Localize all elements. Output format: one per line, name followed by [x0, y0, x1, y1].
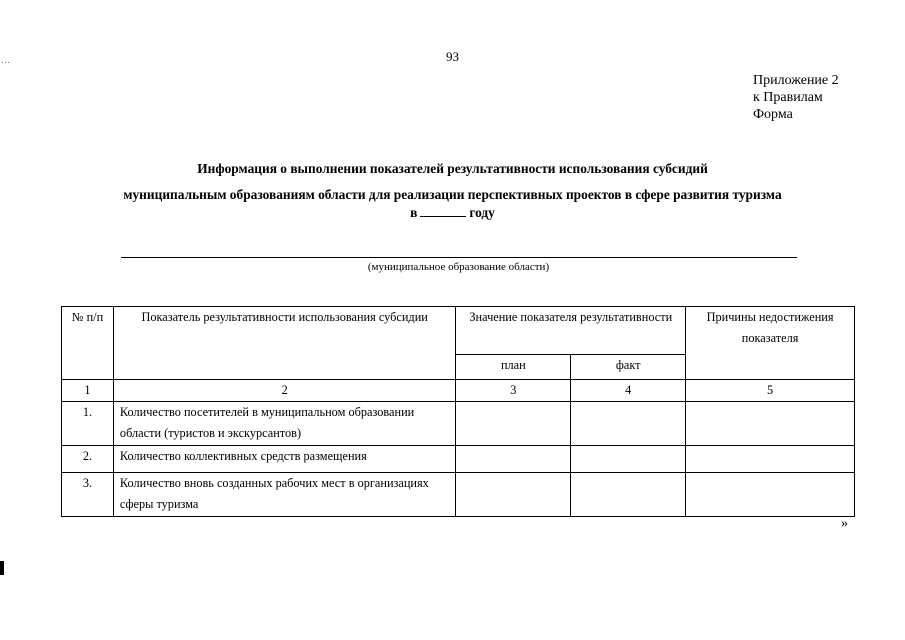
column-number-2: 2 — [113, 380, 456, 402]
row-plan-cell — [456, 402, 571, 446]
row-plan-cell — [456, 473, 571, 517]
column-number-4: 4 — [571, 380, 686, 402]
row-reason-cell — [686, 402, 855, 446]
row-reason-cell — [686, 446, 855, 473]
row-fact-cell — [571, 402, 686, 446]
header-number: № п/п — [62, 307, 114, 380]
appendix-line-2: к Правилам — [753, 90, 823, 105]
header-fact: факт — [571, 355, 686, 380]
year-blank-field — [420, 204, 466, 217]
appendix-line-1: Приложение 2 — [753, 73, 839, 88]
municipality-caption: (муниципальное образование области) — [367, 261, 550, 273]
indicators-table — [61, 306, 855, 517]
document-title-line-3 — [0, 204, 905, 221]
row-indicator: Количество посетителей в муниципальном образовании области (туристов и экскурсантов) — [113, 402, 456, 446]
municipality-blank-line — [121, 257, 797, 258]
column-number-5: 5 — [686, 380, 855, 402]
header-value-group: Значение показателя результативности — [456, 307, 686, 355]
page-number: 93 — [446, 49, 459, 64]
column-number-3: 3 — [456, 380, 571, 402]
column-number-1: 1 — [62, 380, 114, 402]
table-row — [62, 473, 855, 517]
year-prefix: в — [410, 205, 418, 220]
row-indicator: Количество вновь созданных рабочих мест в организациях сферы туризма — [113, 473, 456, 517]
document-title-line-2: муниципальным образованиям области для реализации перспективных проектов в сфере развития туризма — [123, 187, 782, 202]
margin-dots: ... — [1, 55, 11, 65]
row-reason-cell — [686, 473, 855, 517]
table-row — [62, 446, 855, 473]
appendix-line-3: Форма — [753, 107, 793, 122]
appendix-note — [753, 72, 839, 123]
row-indicator: Количество коллективных средств размещения — [113, 446, 456, 473]
year-suffix: году — [469, 205, 495, 220]
row-number: 2. — [62, 446, 114, 473]
row-fact-cell — [571, 446, 686, 473]
document-title-line-1: Информация о выполнении показателей результативности использования субсидий — [197, 161, 708, 176]
table-row — [62, 402, 855, 446]
header-plan: план — [456, 355, 571, 380]
row-number: 1. — [62, 402, 114, 446]
header-reasons: Причины недостижения показателя — [686, 307, 855, 380]
header-indicator: Показатель результативности использования субсидии — [113, 307, 456, 380]
margin-mark — [0, 561, 4, 575]
row-number: 3. — [62, 473, 114, 517]
closing-quote: » — [841, 516, 848, 531]
row-fact-cell — [571, 473, 686, 517]
row-plan-cell — [456, 446, 571, 473]
